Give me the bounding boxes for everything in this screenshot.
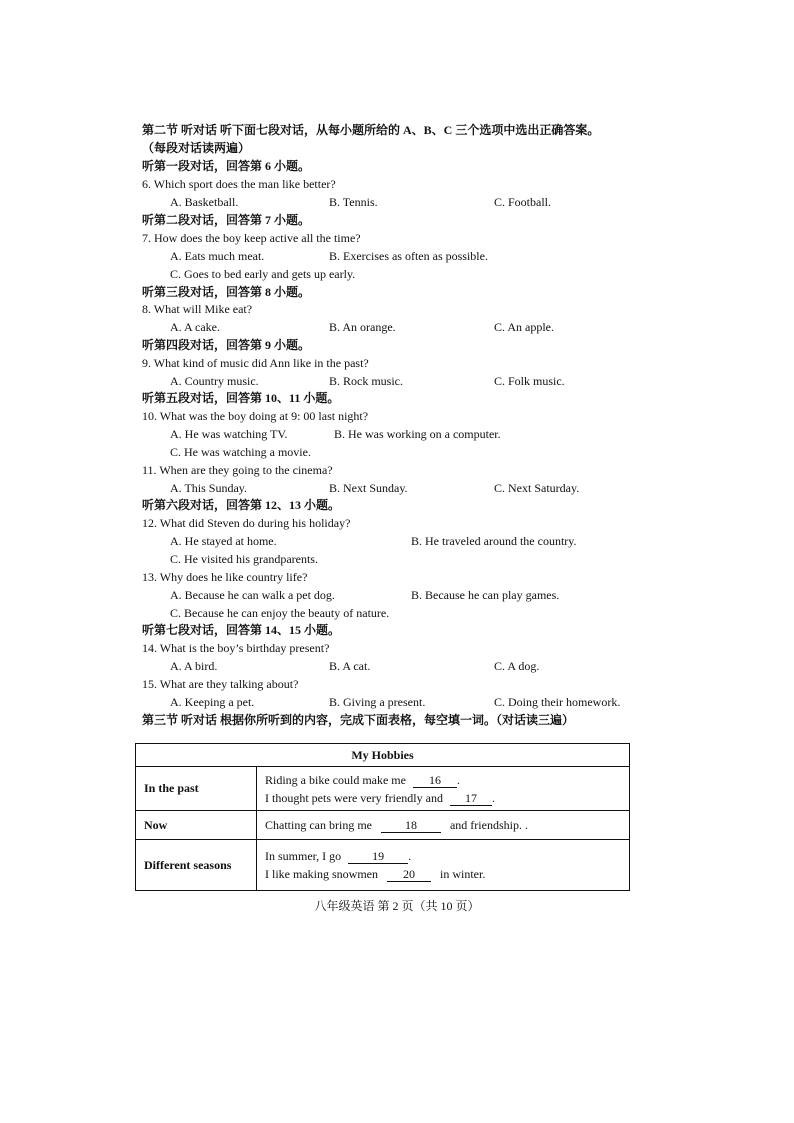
option-c: C. A dog. xyxy=(494,659,540,673)
dialog-intro: 听第三段对话，回答第 8 小题。 xyxy=(142,285,311,299)
question-stem: 8. What will Mike eat? xyxy=(142,302,253,316)
blank-16-prefix: Riding a bike could make me xyxy=(265,772,406,787)
option-b: B. Tennis. xyxy=(329,195,378,209)
option-b: B. Giving a present. xyxy=(329,695,426,709)
blank-20-suffix: in winter. xyxy=(439,867,486,881)
question-stem: 14. What is the boy’s birthday present? xyxy=(142,641,330,655)
option-c: C. Doing their homework. xyxy=(494,695,621,709)
option-b: B. Rock music. xyxy=(329,374,403,388)
question-stem: 10. What was the boy doing at 9: 00 last night? xyxy=(142,409,369,423)
blank-17-prefix: I thought pets were very friendly and xyxy=(265,790,443,805)
question-stem: 11. When are they going to the cinema? xyxy=(142,463,333,477)
answer-blank-17: 17 xyxy=(450,791,492,806)
option-a: A. Keeping a pet. xyxy=(170,695,255,709)
answer-blank-16: 16 xyxy=(413,773,457,788)
question-stem: 12. What did Steven do during his holiday? xyxy=(142,516,351,530)
question-stem: 13. Why does he like country life? xyxy=(142,570,308,584)
option-c: C. Because he can enjoy the beauty of nature. xyxy=(170,606,390,620)
option-a: A. Basketball. xyxy=(170,195,239,209)
option-a: A. He was watching TV. xyxy=(170,427,288,441)
blank-18-suffix: and friendship. . xyxy=(449,818,528,832)
option-a: A. Country music. xyxy=(170,374,259,388)
table-caption: My Hobbies xyxy=(136,744,630,767)
dialog-intro: 听第五段对话，回答第 10、11 小题。 xyxy=(142,391,340,405)
option-a: A. A bird. xyxy=(170,659,218,673)
question-stem: 9. What kind of music did Ann like in the past? xyxy=(142,356,369,370)
option-a: A. He stayed at home. xyxy=(170,534,277,548)
option-c: C. Goes to bed early and gets up early. xyxy=(170,267,356,281)
blank-19-suffix: . xyxy=(408,849,412,863)
option-b: B. A cat. xyxy=(329,659,371,673)
row-label-past: In the past xyxy=(136,767,257,811)
row-content-seasons xyxy=(257,840,630,891)
answer-blank-18: 18 xyxy=(381,818,441,833)
section2-note: （每段对话读两遍） xyxy=(142,141,251,155)
blank-19-prefix: In summer, I go xyxy=(265,849,342,863)
option-b: B. An orange. xyxy=(329,320,396,334)
blank-17-suffix: . xyxy=(491,790,495,805)
option-a: A. A cake. xyxy=(170,320,220,334)
option-a: A. This Sunday. xyxy=(170,481,248,495)
row-label-seasons: Different seasons xyxy=(136,840,257,891)
question-stem: 15. What are they talking about? xyxy=(142,677,299,691)
blank-16-suffix: . xyxy=(456,772,460,787)
question-stem: 6. Which sport does the man like better? xyxy=(142,177,336,191)
option-c: C. Folk music. xyxy=(494,374,565,388)
option-b: B. He was working on a computer. xyxy=(334,427,501,441)
option-b: B. Because he can play games. xyxy=(411,588,560,602)
dialog-intro: 听第二段对话，回答第 7 小题。 xyxy=(142,213,311,227)
option-b: B. Next Sunday. xyxy=(329,481,408,495)
option-c: C. An apple. xyxy=(494,320,554,334)
dialog-intro: 听第六段对话，回答第 12、13 小题。 xyxy=(142,498,341,512)
answer-blank-19: 19 xyxy=(348,849,408,864)
option-a: A. Eats much meat. xyxy=(170,249,265,263)
row-content-now xyxy=(257,811,630,840)
section2-heading: 第二节 听对话 听下面七段对话，从每小题所给的 A、B、C 三个选项中选出正确答案。 xyxy=(142,123,600,137)
page-footer: 八年级英语 第 2 页（共 10 页） xyxy=(314,899,480,913)
dialog-intro: 听第一段对话，回答第 6 小题。 xyxy=(142,159,311,173)
dialog-intro: 听第四段对话，回答第 9 小题。 xyxy=(142,338,311,352)
option-b: B. Exercises as often as possible. xyxy=(329,249,488,263)
option-a: A. Because he can walk a pet dog. xyxy=(170,588,335,602)
row-content-past xyxy=(257,767,630,811)
row-label-now: Now xyxy=(136,811,257,840)
option-c: C. He visited his grandparents. xyxy=(170,552,318,566)
blank-20-prefix: I like making snowmen xyxy=(265,867,378,881)
question-stem: 7. How does the boy keep active all the time? xyxy=(142,231,361,245)
option-c: C. Next Saturday. xyxy=(494,481,580,495)
blank-18-prefix: Chatting can bring me xyxy=(265,818,372,832)
answer-blank-20: 20 xyxy=(387,867,431,882)
section3-heading: 第三节 听对话 根据你所听到的内容，完成下面表格，每空填一词。（对话读三遍） xyxy=(142,713,575,727)
dialog-intro: 听第七段对话，回答第 14、15 小题。 xyxy=(142,623,341,637)
hobbies-table xyxy=(135,743,630,891)
option-b: B. He traveled around the country. xyxy=(411,534,577,548)
option-c: C. Football. xyxy=(494,195,552,209)
option-c: C. He was watching a movie. xyxy=(170,445,311,459)
